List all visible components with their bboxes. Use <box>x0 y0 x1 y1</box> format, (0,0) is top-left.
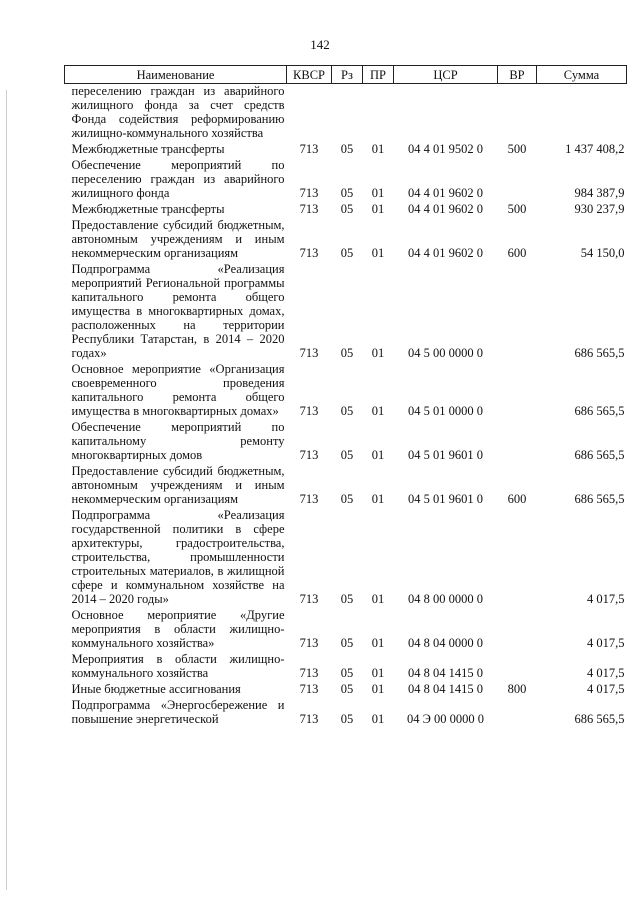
table-row <box>65 698 627 728</box>
cell-pr: 01 <box>371 346 385 360</box>
cell-kvsr: 713 <box>299 142 319 156</box>
cell-kvsr: 713 <box>299 448 319 462</box>
header-csr: ЦСР <box>394 66 498 84</box>
table-row <box>65 218 627 262</box>
table-row <box>65 608 627 652</box>
cell-csr: 04 4 01 9602 0 <box>408 246 483 260</box>
cell-sum: 984 387,9 <box>574 186 625 200</box>
cell-csr: 04 5 01 9601 0 <box>408 448 483 462</box>
budget-table <box>64 65 627 728</box>
cell-csr: 04 4 01 9502 0 <box>408 142 483 156</box>
table-row <box>65 84 627 143</box>
cell-kvsr: 713 <box>299 186 319 200</box>
cell-vr <box>498 84 537 143</box>
header-rz: Рз <box>332 66 363 84</box>
cell-name: Обеспечение мероприятий по переселению граждан из аварийного жилищного фонда <box>71 158 285 200</box>
cell-rz: 05 <box>340 246 354 260</box>
margin-mark-left <box>6 90 7 890</box>
cell-kvsr: 713 <box>299 666 319 680</box>
cell-pr: 01 <box>371 492 385 506</box>
cell-name: Предоставление субсидий бюджетным, автономным учреждениям и иным некоммерческим организациям <box>71 218 285 260</box>
cell-sum: 54 150,0 <box>580 246 625 260</box>
cell-rz: 05 <box>340 492 354 506</box>
cell-rz <box>332 84 363 143</box>
cell-csr <box>394 84 498 143</box>
cell-pr: 01 <box>371 142 385 156</box>
cell-pr: 01 <box>371 202 385 216</box>
cell-name: Иные бюджетные ассигнования <box>71 682 241 696</box>
cell-sum: 930 237,9 <box>574 202 625 216</box>
header-pr: ПР <box>363 66 394 84</box>
cell-rz: 05 <box>340 712 354 726</box>
cell-pr: 01 <box>371 712 385 726</box>
cell-vr <box>498 262 537 362</box>
table-row <box>65 262 627 362</box>
cell-pr <box>363 84 394 143</box>
header-vr: ВР <box>498 66 537 84</box>
cell-rz: 05 <box>340 592 354 606</box>
cell-rz: 05 <box>340 186 354 200</box>
table-row <box>65 202 627 218</box>
cell-sum: 686 565,5 <box>574 492 625 506</box>
cell-vr <box>498 698 537 728</box>
cell-sum: 1 437 408,2 <box>565 142 625 156</box>
cell-name: Межбюджетные трансферты <box>71 202 225 216</box>
cell-vr: 600 <box>507 246 527 260</box>
cell-name: Предоставление субсидий бюджетным, автономным учреждениям и иным некоммерческим организациям <box>71 464 285 506</box>
cell-csr: 04 5 01 9601 0 <box>408 492 483 506</box>
cell-csr: 04 4 01 9602 0 <box>408 186 483 200</box>
cell-pr: 01 <box>371 404 385 418</box>
cell-vr: 500 <box>507 142 527 156</box>
table-row <box>65 158 627 202</box>
cell-vr <box>498 420 537 464</box>
cell-vr <box>498 362 537 420</box>
cell-kvsr <box>287 84 332 143</box>
cell-name: Основное мероприятие «Организация своевременного проведения капитального ремонта общего имущества в многоквартирных домах» <box>71 362 285 418</box>
header-sum: Сумма <box>537 66 627 84</box>
table-row <box>65 142 627 158</box>
cell-kvsr: 713 <box>299 492 319 506</box>
cell-vr: 800 <box>507 682 527 696</box>
cell-rz: 05 <box>340 448 354 462</box>
cell-sum: 686 565,5 <box>574 346 625 360</box>
cell-kvsr: 713 <box>299 346 319 360</box>
cell-pr: 01 <box>371 246 385 260</box>
table-row <box>65 508 627 608</box>
cell-sum <box>537 84 627 143</box>
cell-sum: 4 017,5 <box>587 636 625 650</box>
cell-kvsr: 713 <box>299 404 319 418</box>
cell-name: Подпрограмма «Реализация мероприятий Региональной программы капитального ремонта общего имущества в многоквартирных домах, расположенных на территории Республики Татарстан, в 2014 – 2020 годах» <box>71 262 285 360</box>
cell-name: Подпрограмма «Энергосбережение и повышение энергетической <box>71 698 285 726</box>
cell-pr: 01 <box>371 186 385 200</box>
table-row <box>65 464 627 508</box>
cell-name: Мероприятия в области жилищно-коммунального хозяйства <box>71 652 285 680</box>
cell-csr: 04 8 04 0000 0 <box>408 636 483 650</box>
cell-kvsr: 713 <box>299 712 319 726</box>
cell-sum: 686 565,5 <box>574 448 625 462</box>
table-row <box>65 652 627 682</box>
cell-sum: 4 017,5 <box>587 592 625 606</box>
cell-vr <box>498 608 537 652</box>
cell-rz: 05 <box>340 202 354 216</box>
cell-csr: 04 5 00 0000 0 <box>408 346 483 360</box>
cell-rz: 05 <box>340 682 354 696</box>
cell-name: Межбюджетные трансферты <box>71 142 225 156</box>
cell-kvsr: 713 <box>299 246 319 260</box>
cell-pr: 01 <box>371 666 385 680</box>
table-row <box>65 682 627 698</box>
cell-sum: 686 565,5 <box>574 404 625 418</box>
header-kvsr: КВСР <box>287 66 332 84</box>
cell-vr: 500 <box>507 202 527 216</box>
cell-kvsr: 713 <box>299 682 319 696</box>
cell-sum: 686 565,5 <box>574 712 625 726</box>
cell-vr <box>498 508 537 608</box>
cell-pr: 01 <box>371 636 385 650</box>
cell-kvsr: 713 <box>299 636 319 650</box>
cell-name: переселению граждан из аварийного жилищного фонда за счет средств Фонда содействия реформированию жилищно-коммунального хозяйства <box>71 84 285 140</box>
page-number: 142 <box>310 37 330 52</box>
cell-csr: 04 8 00 0000 0 <box>408 592 483 606</box>
cell-csr: 04 8 04 1415 0 <box>408 682 483 696</box>
cell-rz: 05 <box>340 404 354 418</box>
table-row <box>65 420 627 464</box>
cell-sum: 4 017,5 <box>587 682 625 696</box>
cell-pr: 01 <box>371 592 385 606</box>
cell-sum: 4 017,5 <box>587 666 625 680</box>
cell-pr: 01 <box>371 448 385 462</box>
cell-rz: 05 <box>340 666 354 680</box>
table-header-row <box>65 66 627 84</box>
cell-vr <box>498 158 537 202</box>
table-row <box>65 362 627 420</box>
cell-kvsr: 713 <box>299 202 319 216</box>
cell-vr: 600 <box>507 492 527 506</box>
cell-pr: 01 <box>371 682 385 696</box>
cell-kvsr: 713 <box>299 592 319 606</box>
cell-rz: 05 <box>340 142 354 156</box>
cell-csr: 04 Э 00 0000 0 <box>406 712 484 726</box>
cell-csr: 04 8 04 1415 0 <box>408 666 483 680</box>
cell-name: Основное мероприятие «Другие мероприятия в области жилищно-коммунального хозяйства» <box>71 608 285 650</box>
cell-name: Обеспечение мероприятий по капитальному ремонту многоквартирных домов <box>71 420 285 462</box>
cell-rz: 05 <box>340 636 354 650</box>
cell-rz: 05 <box>340 346 354 360</box>
header-name: Наименование <box>65 66 287 84</box>
cell-csr: 04 5 01 0000 0 <box>408 404 483 418</box>
cell-csr: 04 4 01 9602 0 <box>408 202 483 216</box>
cell-vr <box>498 652 537 682</box>
cell-name: Подпрограмма «Реализация государственной политики в сфере архитектуры, градостроительства, строительства, промышленности строительных материалов, в жилищной сфере и коммунальном хозяйстве на 2014 – 2020 годы» <box>71 508 285 606</box>
